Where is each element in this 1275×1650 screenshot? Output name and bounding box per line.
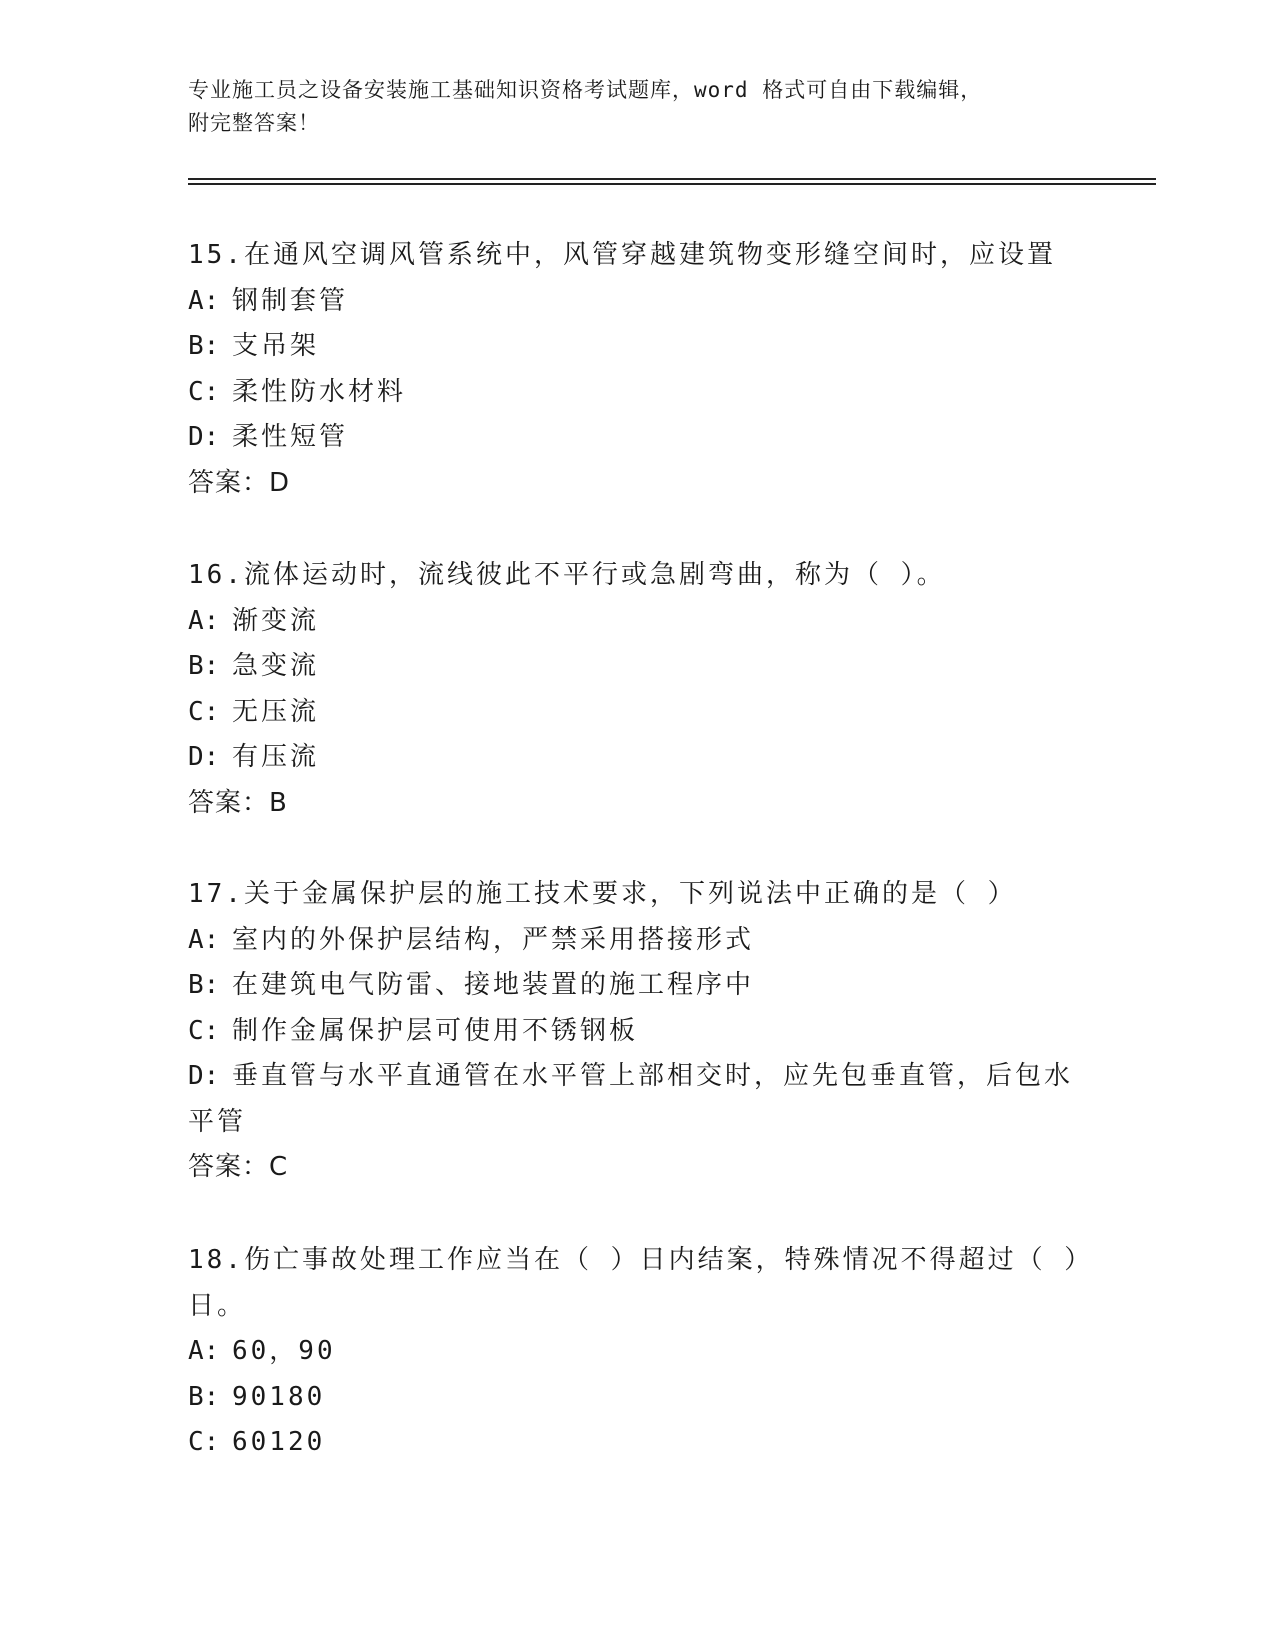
- header-line-2: 附完整答案！: [188, 111, 320, 135]
- option-a: [188, 1329, 1088, 1375]
- option-text: 制作金属保护层可使用不锈钢板: [232, 1015, 639, 1046]
- option-text: 无压流: [232, 696, 320, 727]
- question-title: 18.伤亡事故处理工作应当在（ ）日内结案，特殊情况不得超过（ ）: [188, 1245, 1094, 1275]
- header-divider-top: [188, 178, 1156, 180]
- answer-line: 答案：D: [188, 467, 291, 498]
- option-d-continuation: 平管: [188, 1106, 247, 1137]
- option-label: B:: [188, 331, 220, 361]
- option-text: 柔性短管: [232, 422, 349, 452]
- document-header: [188, 74, 1088, 140]
- option-d: [188, 1054, 1088, 1100]
- option-c: [188, 1420, 1088, 1466]
- question-15: [188, 233, 1088, 506]
- option-label: A:: [188, 924, 220, 955]
- option-label: C:: [188, 696, 220, 727]
- option-d: [188, 735, 1088, 781]
- option-c: [188, 370, 1088, 416]
- option-label: D:: [188, 742, 220, 772]
- option-b: [188, 963, 1088, 1009]
- option-text: 支吊架: [232, 331, 320, 361]
- option-text: 90180: [232, 1381, 326, 1412]
- option-a: [188, 918, 1088, 964]
- option-b: [188, 324, 1088, 370]
- question-title: 17.关于金属保护层的施工技术要求，下列说法中正确的是（ ）: [188, 879, 1017, 909]
- option-text: 60，90: [232, 1336, 336, 1366]
- option-d: [188, 415, 1088, 461]
- option-a: [188, 599, 1088, 645]
- option-text: 柔性防水材料: [232, 376, 407, 407]
- option-label: B:: [188, 651, 220, 681]
- option-text: 钢制套管: [232, 285, 349, 316]
- header-divider-bottom: [188, 183, 1156, 185]
- question-title: 16.流体运动时，流线彼此不平行或急剧弯曲，称为（ ）。: [188, 560, 946, 590]
- question-18: [188, 1238, 1094, 1466]
- option-label: A:: [188, 605, 220, 636]
- option-text: 60120: [232, 1427, 326, 1457]
- option-text: 有压流: [232, 742, 320, 772]
- question-title: 15.在通风空调风管系统中，风管穿越建筑物变形缝空间时，应设置: [188, 240, 1056, 270]
- option-c: [188, 690, 1088, 736]
- option-text: 垂直管与水平直通管在水平管上部相交时，应先包垂直管，后包水: [232, 1061, 1074, 1091]
- answer-line: 答案：B: [188, 787, 288, 818]
- option-label: C:: [188, 376, 220, 407]
- option-a: [188, 279, 1088, 325]
- option-b: [188, 644, 1088, 690]
- option-c: [188, 1009, 1088, 1055]
- question-17: [188, 872, 1088, 1191]
- option-label: B:: [188, 970, 220, 1000]
- option-text: 急变流: [232, 651, 320, 681]
- option-label: C:: [188, 1015, 220, 1046]
- option-text: 室内的外保护层结构，严禁采用搭接形式: [232, 924, 755, 955]
- option-b: [188, 1375, 1088, 1421]
- option-label: A:: [188, 1336, 220, 1366]
- option-label: D:: [188, 1061, 220, 1091]
- question-title-continuation: 日。: [188, 1290, 247, 1321]
- option-text: 渐变流: [232, 605, 320, 636]
- option-label: A:: [188, 285, 220, 316]
- question-16: [188, 553, 1088, 826]
- option-text: 在建筑电气防雷、接地装置的施工程序中: [232, 970, 755, 1000]
- option-label: B:: [188, 1381, 220, 1412]
- option-label: D:: [188, 422, 220, 452]
- option-label: C:: [188, 1427, 220, 1457]
- answer-line: 答案：C: [188, 1152, 289, 1182]
- header-line-1: 专业施工员之设备安装施工基础知识资格考试题库，word 格式可自由下载编辑，: [188, 78, 983, 102]
